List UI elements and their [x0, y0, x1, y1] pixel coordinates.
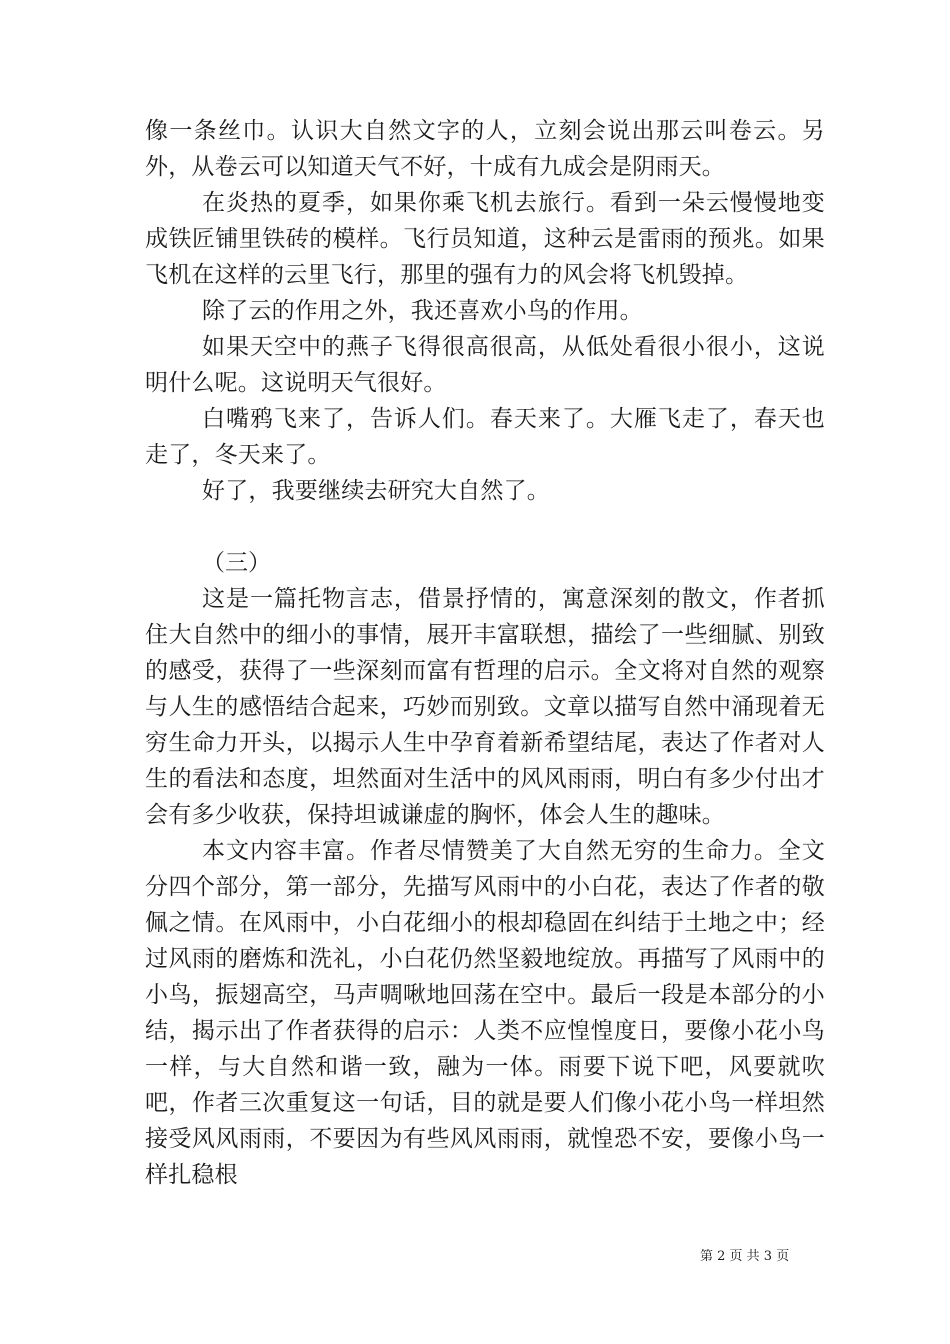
paragraph-3: 除了云的作用之外，我还喜欢小鸟的作用。	[202, 298, 643, 324]
paragraph-5: 白嘴鸦飞来了，告诉人们。春天来了。大雁飞走了，春天也走了，冬天来了。	[145, 406, 825, 468]
document-body	[145, 113, 825, 1193]
paragraph-4: 如果天空中的燕子飞得很高很高，从低处看很小很小，这说明什么呢。这说明天气很好。	[145, 334, 825, 396]
section-gap	[145, 509, 825, 545]
paragraph-7: 这是一篇托物言志，借景抒情的，寓意深刻的散文，作者抓住大自然中的细小的事情，展开丰富联想，描绘了一些细腻、别致的感受，获得了一些深刻而富有哲理的启示。全文将对自然的观察与人生的感悟结合起来，巧妙而别致。文章以描写自然中涌现着无穷生命力开头，以揭示人生中孕育着新希望结尾，表达了作者对人生的看法和态度，坦然面对生活中的风风雨雨，明白有多少付出才会有多少收获，保持坦诚谦虚的胸怀，体会人生的趣味。	[145, 586, 825, 828]
page-number-footer: 第 2 页 共 3 页	[700, 1249, 790, 1264]
paragraph-8: 本文内容丰富。作者尽情赞美了大自然无穷的生命力。全文分四个部分，第一部分，先描写风雨中的小白花，表达了作者的敬佩之情。在风雨中，小白花细小的根却稳固在纠结于土地之中；经过风雨的磨炼和洗礼，小白花仍然坚毅地绽放。再描写了风雨中的小鸟，振翅高空，马声啁啾地回荡在空中。最后一段是本部分的小结，揭示出了作者获得的启示：人类不应惶惶度日，要像小花小鸟一样，与大自然和谐一致，融为一体。雨要下说下吧，风要就吹吧，作者三次重复这一句话，目的就是要人们像小花小鸟一样坦然接受风风雨雨，不要因为有些风风雨雨，就惶恐不安，要像小鸟一样扎稳根	[145, 838, 825, 1188]
section-heading: （三）	[202, 550, 271, 576]
paragraph-6: 好了，我要继续去研究大自然了。	[202, 478, 550, 504]
paragraph-2: 在炎热的夏季，如果你乘飞机去旅行。看到一朵云慢慢地变成铁匠铺里铁砖的模样。飞行员知道，这种云是雷雨的预兆。如果飞机在这样的云里飞行，那里的强有力的风会将飞机毁掉。	[145, 190, 825, 288]
paragraph-1: 像一条丝巾。认识大自然文字的人，立刻会说出那云叫卷云。另外，从卷云可以知道天气不好，十成有九成会是阴雨天。	[145, 118, 825, 180]
